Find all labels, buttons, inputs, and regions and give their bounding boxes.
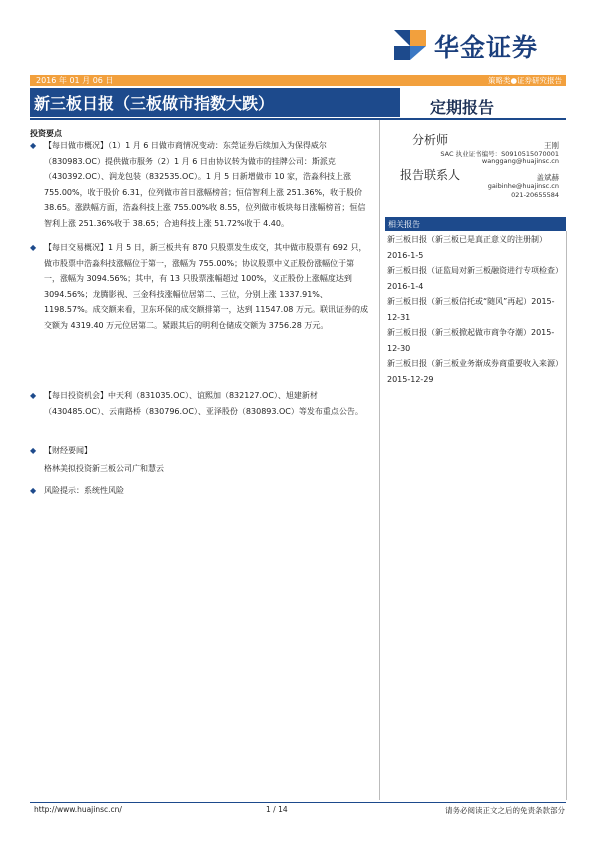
analyst-label: 分析师 [412,133,449,147]
bullet-daily-trading [30,240,370,334]
section-title: 投资要点 [30,129,62,138]
report-category: 策略类●证券研究报告 [487,76,562,85]
news-line: 格林美拟投资新三板公司广和慧云 [44,464,164,473]
bullet-daily-opportunity [30,388,370,419]
bullet-text: 【每日交易概况】1 月 5 日，新三板共有 870 只股票发生成交，其中做市股票有 692 只，做市股票中浩淼科技涨幅位于第一，涨幅为 755.00%；协议股票中义正股份涨幅位于第一，涨幅为 3094.56%；其中，有 13 只股票涨幅超过 100%，义正股份上涨幅度达到 3094.56%；龙腾影视、三金科技涨幅位居第二、三位，分别上涨 1337.91%、1198.57%。成交额来看，卫东环保的成交额排第一，达到 11547.08 万元。联讯证券的成交额为 4319.40 万元位居第二。紧跟其后的明利仓储成交额为 3756.28 万元。 [44,243,368,330]
date-bar [30,75,566,86]
report-title: 新三板日报（三板做市指数大跌） [34,94,275,113]
title-divider [30,118,566,120]
report-type: 定期报告 [430,98,495,117]
analyst-sac: SAC 执业证书编号：S0910515070001 [440,150,559,158]
analyst-name: 王刚 [544,141,559,150]
brand-logo-mark-icon [392,26,428,62]
related-report-item[interactable]: 新三板日报（新三板业务渐成券商重要收入来源）2015-12-29 [387,359,563,384]
disclaimer: 请务必阅读正文之后的免责条款部分 [445,806,565,815]
related-reports-title: 相关报告 [388,220,420,229]
related-reports-header [385,217,566,231]
footer-url[interactable]: http://www.huajinsc.cn/ [34,805,122,814]
bullet-risk [30,483,370,499]
analyst-email[interactable]: wanggang@huajinsc.cn [481,157,559,165]
diamond-bullet-icon: ◆ [30,446,37,455]
footer-divider [30,802,566,803]
related-report-item[interactable]: 新三板日报（新三板掀起做市商争夺潮）2015-12-30 [387,328,555,353]
title-bar [30,88,400,117]
contact-email[interactable]: gaibinhe@huajinsc.cn [487,182,559,190]
bullet-finance-news [30,443,370,459]
bullet-text: 【每日做市概况】（1）1 月 6 日做市商情况变动：东莞证券后续加入为保得威尔（830983.OC）提供做市服务（2）1 月 6 日由协议转为做市的挂牌公司：斯派克（430392.OC）、润龙包装（832535.OC）。1 月 5 日新增做市 10 家，浩淼科技上涨 755.00%，收于股价 6.31，位列做市首日涨幅榜首；恒信智利上涨 251.36%，收于股价 38.65。涨跌幅方面，浩淼科技上涨 755.00%收 8.55，位列做市板块每日涨幅榜首；恒信智利上涨 251.36%收于 38.65；合迪科技上涨 51.72%收于 4.40。 [44,141,366,228]
contact-phone: 021-20655584 [511,191,559,199]
contact-label: 报告联系人 [400,168,461,182]
bullet-daily-market-making [30,138,370,232]
related-report-item[interactable]: 新三板日报（新三板信托或“随风”再起）2015-12-31 [387,297,555,322]
diamond-bullet-icon: ◆ [30,486,37,495]
column-divider [379,120,380,800]
risk-text: 风险提示：系统性风险 [44,486,124,495]
related-report-item[interactable]: 新三板日报（证监局对新三板融资进行专项检查）2016-1-4 [387,266,563,291]
bullet-text: 【财经要闻】 [44,446,92,455]
bullet-text: 【每日投资机会】中天利（831035.OC）、谊熙加（832127.OC）、旭建新材（430485.OC）、云南路桥（830796.OC）、亚泽股份（830893.OC）等发布重点公告。 [44,391,363,416]
page-number: 1 / 14 [266,805,288,814]
diamond-bullet-icon: ◆ [30,391,37,400]
related-report-item[interactable]: 新三板日报（新三板已是真正意义的注册制）2016-1-5 [387,235,547,260]
diamond-bullet-icon: ◆ [30,243,37,252]
diamond-bullet-icon: ◆ [30,141,37,150]
brand-logo [392,24,562,64]
contact-name: 盖斌赫 [536,173,559,182]
report-date: 2016 年 01 月 06 日 [36,76,114,85]
brand-name: 华金证券 [434,33,539,62]
